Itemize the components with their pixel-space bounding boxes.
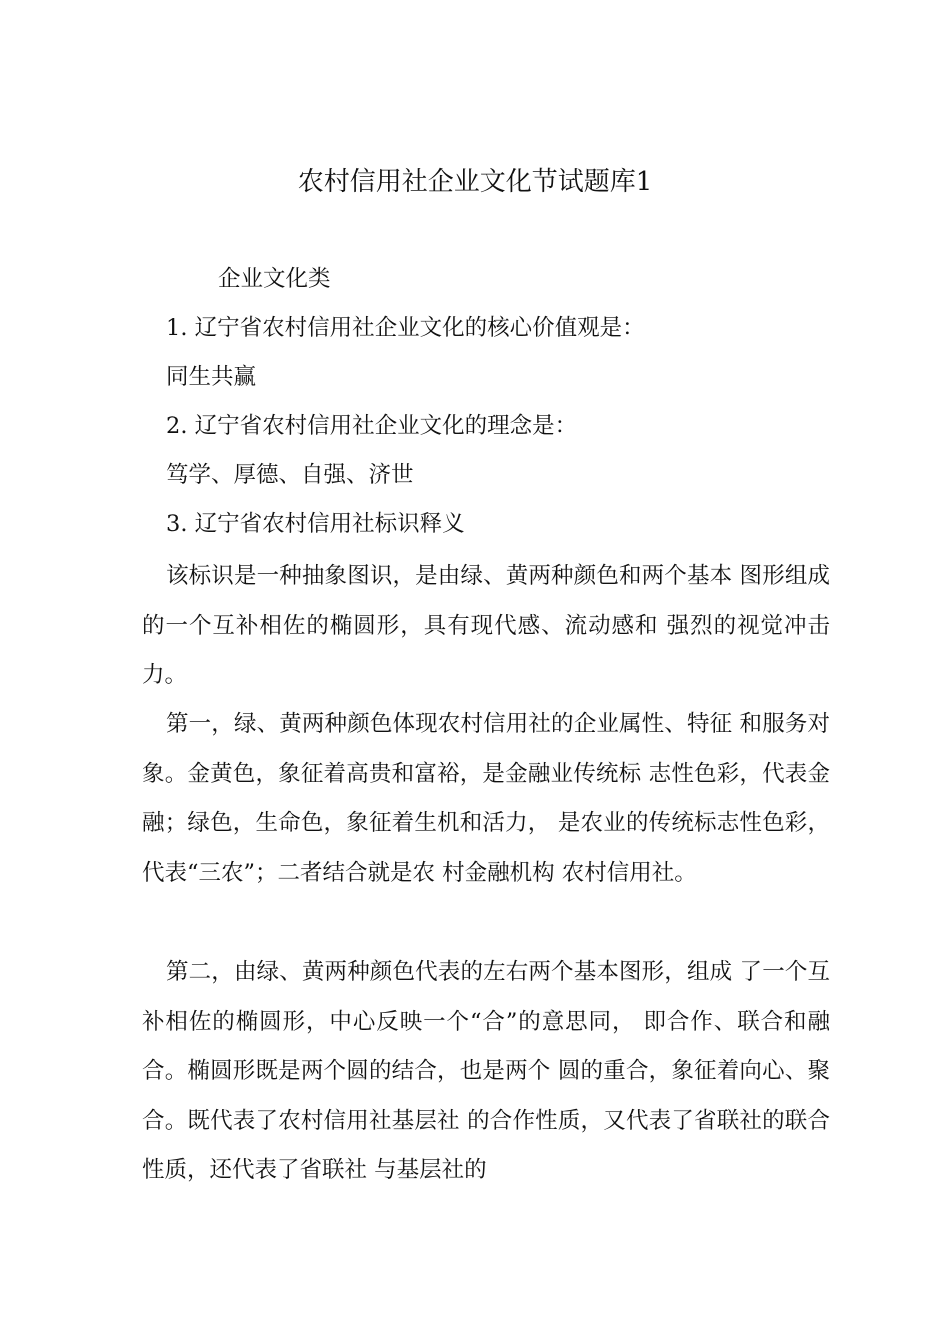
paragraph-first: 第一，绿、黄两种颜色体现农村信用社的企业属性、特征 和服务对象。金黄色，象征着高贵和富裕，是金融业传统标 志性色彩，代表金融；绿色，生命色，象征着生机和活力， 是农业的传统标志性色彩，代表“三农”；二者结合就是农 村金融机构 农村信用社。: [142, 711, 830, 886]
answer-1: 同生共赢: [166, 364, 257, 390]
paragraph-second: 第二，由绿、黄两种颜色代表的左右两个基本图形，组成 了一个互补相佐的椭圆形，中心反映一个“合”的意思同， 即合作、联合和融合。椭圆形既是两个圆的结合，也是两个 圆的重合，象征着向心、聚合。既代表了农村信用社基层社 的合作性质，又代表了省联社的联合性质，还代表了省联社 与基层社的: [142, 959, 830, 1184]
section-heading: 企业文化类: [218, 266, 331, 292]
document-title: 农村信用社企业文化节试题库1: [297, 167, 653, 197]
question-2: 2. 辽宁省农村信用社企业文化的理念是：: [166, 413, 578, 439]
question-3: 3. 辽宁省农村信用社标识释义: [166, 511, 465, 537]
paragraph-logo-intro: 该标识是一种抽象图识，是由绿、黄两种颜色和两个基本 图形组成的一个互补相佐的椭圆形，具有现代感、流动感和 强烈的视觉冲击力。: [142, 563, 830, 689]
answer-2: 笃学、厚德、自强、济世: [166, 462, 414, 488]
question-1: 1. 辽宁省农村信用社企业文化的核心价值观是：: [166, 315, 645, 341]
